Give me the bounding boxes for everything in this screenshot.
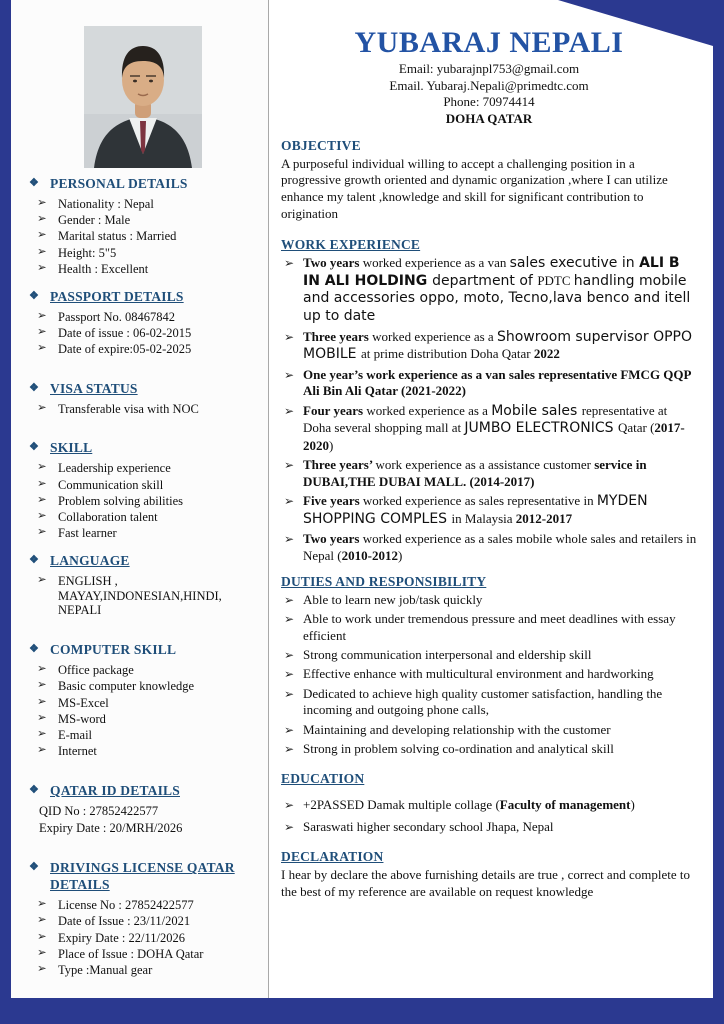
driving-license-heading xyxy=(29,860,256,894)
education-title: EDUCATION xyxy=(281,771,365,787)
list-item: ➢ Marital status : Married xyxy=(29,229,256,244)
education-item: ➢ Saraswati higher secondary school Jhapa, Nepal xyxy=(281,819,697,835)
left-border-bar xyxy=(0,0,11,1024)
list-item: ➢ Passport No. 08467842 xyxy=(29,310,256,325)
qatar-id-list xyxy=(29,804,256,837)
list-item: ➢ Office package xyxy=(29,663,256,678)
duty-item: ➢ Dedicated to achieve high quality customer satisfaction, handling the incoming and outgoing phone calls, xyxy=(281,686,697,719)
sidebar-section-language xyxy=(29,553,256,618)
duty-item: ➢ Effective enhance with multicultural environment and hardworking xyxy=(281,666,697,682)
duties-heading xyxy=(281,574,697,590)
declaration-text: I hear by declare the above furnishing details are true , correct and complete to the best of my reference are available on request knowledge xyxy=(281,867,690,899)
education-section xyxy=(281,771,697,835)
sidebar-section-personal-details xyxy=(29,176,256,277)
skill-title: SKILL xyxy=(50,440,93,456)
declaration-section xyxy=(281,849,697,901)
education-list xyxy=(281,797,697,835)
list-item: Expiry Date : 20/MRH/2026 xyxy=(39,821,183,836)
list-item: ➢ Nationality : Nepal xyxy=(29,197,256,212)
duty-item: ➢ Able to learn new job/task quickly xyxy=(281,592,697,608)
duty-item: ➢ Strong communication interpersonal and eldership skill xyxy=(281,647,697,663)
passport-details-title: PASSPORT DETAILS xyxy=(50,288,184,304)
visa-status-list xyxy=(29,402,256,417)
declaration-title: DECLARATION xyxy=(281,849,384,865)
list-item: ➢ Place of Issue : DOHA Qatar xyxy=(29,947,256,962)
profile-photo xyxy=(84,26,202,168)
list-item: ➢ MS-word xyxy=(29,712,256,727)
list-item: ➢ Date of expire:05-02-2025 xyxy=(29,342,256,357)
work-item: ➢ Two years worked experience as a sales mobile whole sales and retailers in Nepal (2010-2012) xyxy=(281,531,697,564)
email-primary: Email: yubarajnpl753@gmail.com xyxy=(398,61,580,76)
page-content xyxy=(11,0,713,998)
work-experience-heading xyxy=(281,237,697,253)
list-item: QID No : 27852422577 xyxy=(39,803,159,818)
objective-text: A purposeful individual willing to accept a challenging position in a progressive growth oriented and dynamic organization ,where I can utilize enhance my talent ,knowledge and skill for significant contribution to origination xyxy=(281,155,668,222)
location: DOHA QATAR xyxy=(445,110,533,126)
sidebar-section-skill xyxy=(29,440,256,541)
duty-item: ➢ Maintaining and developing relationship with the customer xyxy=(281,722,697,738)
contact-block xyxy=(281,61,697,128)
list-item: ➢ Communication skill xyxy=(29,478,256,493)
skill-heading xyxy=(29,440,256,457)
work-item: ➢ Four years worked experience as a Mobile sales representative at Doha several shopping mall at JUMBO ELECTRONICS Qatar (2017-2020) xyxy=(281,403,697,455)
list-item: ➢ Gender : Male xyxy=(29,213,256,228)
list-item: ➢ E-mail xyxy=(29,728,256,743)
education-item: ➢ +2PASSED Damak multiple collage (Faculty of management) xyxy=(281,797,697,813)
work-experience-section xyxy=(281,237,697,564)
qatar-id-heading xyxy=(29,783,256,800)
list-item: ➢ Fast learner xyxy=(29,526,256,541)
work-item: ➢ Two years worked experience as a van sales executive in ALI B IN ALI HOLDING department of PDTC handling mobile and accessories oppo, moto, Tecno,lava benco and itell up to date xyxy=(281,255,697,326)
duties-section xyxy=(281,574,697,757)
sidebar-section-visa-status xyxy=(29,381,256,417)
passport-details-list xyxy=(29,310,256,357)
list-item: ➢ Basic computer knowledge xyxy=(29,679,256,694)
visa-status-title: VISA STATUS xyxy=(50,380,138,396)
duties-title: DUTIES AND RESPONSIBILITY xyxy=(281,573,487,589)
list-item: ➢ Date of issue : 06-02-2015 xyxy=(29,326,256,341)
declaration-heading xyxy=(281,849,697,865)
personal-details-heading xyxy=(29,176,256,193)
work-experience-list xyxy=(281,255,697,564)
list-item: ➢ Height: 5"5 xyxy=(29,246,256,261)
sidebar-section-qatar-id-details xyxy=(29,783,256,836)
sidebar xyxy=(11,0,269,998)
personal-details-list xyxy=(29,197,256,277)
driving-license-list xyxy=(29,898,256,978)
language-heading xyxy=(29,553,256,570)
duty-item: ➢ Strong in problem solving co-ordination and analytical skill xyxy=(281,741,697,757)
sidebar-section-driving-license xyxy=(29,860,256,978)
work-item: ➢ Five years worked experience as sales representative in MYDEN SHOPPING COMPLES in Malaysia 2012-2017 xyxy=(281,493,697,528)
duties-list xyxy=(281,592,697,757)
work-item: ➢ One year’s work experience as a van sales representative FMCG QQP Ali Bin Ali Qatar (2021-2022) xyxy=(281,367,697,400)
objective-section xyxy=(281,138,697,224)
list-item: ➢ MS-Excel xyxy=(29,696,256,711)
person-name: YUBARAJ NEPALI xyxy=(354,26,624,59)
list-item: ➢ Collaboration talent xyxy=(29,510,256,525)
main-column xyxy=(269,0,713,998)
skill-list xyxy=(29,461,256,541)
qatar-id-title: QATAR ID DETAILS xyxy=(50,783,180,798)
work-experience-title: WORK EXPERIENCE xyxy=(281,237,421,253)
list-item: ➢ License No : 27852422577 xyxy=(29,898,256,913)
phone-number: Phone: 70974414 xyxy=(443,94,535,110)
personal-details-title: PERSONAL DETAILS xyxy=(50,176,188,191)
list-item: ➢ Problem solving abilities xyxy=(29,494,256,509)
passport-details-heading xyxy=(29,289,256,306)
bottom-border-bar xyxy=(0,998,724,1024)
list-item: ➢ ENGLISH , MAYAY,INDONESIAN,HINDI, NEPALI xyxy=(29,574,256,618)
right-border-bar xyxy=(713,0,724,1024)
education-heading xyxy=(281,771,697,787)
work-item: ➢ Three years worked experience as a Showroom supervisor OPPO MOBILE at prime distribution Doha Qatar 2022 xyxy=(281,329,697,364)
visa-status-heading xyxy=(29,381,256,398)
sidebar-section-computer-skill xyxy=(29,642,256,759)
list-item: ➢ Transferable visa with NOC xyxy=(29,402,256,417)
list-item: ➢ Leadership experience xyxy=(29,461,256,476)
computer-skill-list xyxy=(29,663,256,759)
duty-item: ➢ Able to work under tremendous pressure and meet deadlines with essay efficient xyxy=(281,611,697,644)
list-item: ➢ Health : Excellent xyxy=(29,262,256,277)
computer-skill-heading xyxy=(29,642,256,659)
list-item: ➢ Type :Manual gear xyxy=(29,963,256,978)
language-title: LANGUAGE xyxy=(50,553,130,568)
list-item: ➢ Internet xyxy=(29,744,256,759)
sidebar-section-passport-details xyxy=(29,289,256,357)
objective-title: OBJECTIVE xyxy=(281,137,361,153)
objective-heading xyxy=(281,138,697,154)
list-item: ➢ Expiry Date : 22/11/2026 xyxy=(29,931,256,946)
computer-skill-title: COMPUTER SKILL xyxy=(50,642,177,658)
email-secondary: Email. Yubaraj.Nepali@primedtc.com xyxy=(389,77,589,93)
driving-license-title: DRIVINGS LICENSE QATAR DETAILS xyxy=(50,860,235,893)
language-list xyxy=(29,574,256,618)
list-item: ➢ Date of Issue : 23/11/2021 xyxy=(29,914,256,929)
work-item: ➢ Three years’ work experience as a assistance customer service in DUBAI,THE DUBAI MALL. (2014-2017) xyxy=(281,457,697,490)
corner-triangle-decoration xyxy=(558,0,713,46)
